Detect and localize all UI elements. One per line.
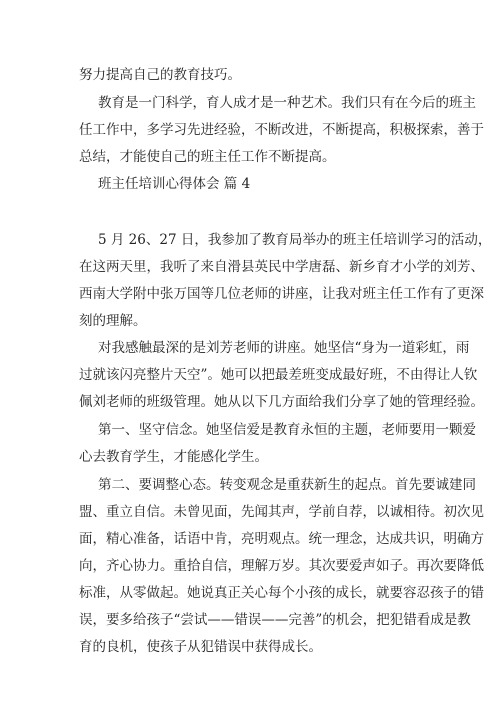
text-line: 育的良机，使孩子从犯错误中获得成长。 bbox=[79, 639, 322, 655]
text-line: 任工作中，多学习先进经验，不断改进，不断提高，积极探索，善于 bbox=[79, 122, 484, 138]
text-line: 西南大学附中张万国等几位老师的讲座，让我对班主任工作有了更深 bbox=[79, 286, 484, 302]
text-line: 面，精心准备，话语中肯，亮明观点。统一理念，达成共识，明确方 bbox=[79, 531, 484, 547]
text-line: 佩刘老师的班级管理。她从以下几方面给我们分享了她的管理经验。 bbox=[79, 394, 484, 410]
text-line: 向，齐心协力。重拾自信，理解万岁。其次要爱声如子。再次要降低 bbox=[79, 558, 484, 574]
text-line: 过就该闪亮整片天空”。她可以把最差班变成最好班，不由得让人钦 bbox=[79, 367, 478, 383]
text-line: 努力提高自己的教育技巧。 bbox=[79, 67, 241, 83]
text-line: 第二、要调整心态。转变观念是重获新生的起点。首先要诚建同 bbox=[98, 477, 476, 493]
text-line: 总结，才能使自己的班主任工作不断提高。 bbox=[79, 149, 336, 165]
text-line: 在这两天里，我听了来自滑县英民中学唐磊、新乡育才小学的刘芳、 bbox=[79, 259, 484, 275]
text-line: 对我感触最深的是刘芳老师的讲座。她坚信“身为一道彩虹，雨 bbox=[98, 340, 470, 356]
text-line: 教育是一门科学，育人成才是一种艺术。我们只有在今后的班主 bbox=[98, 95, 476, 111]
text-line: 心去教育学生，才能感化学生。 bbox=[79, 449, 268, 465]
text-line: 5 月 26、27 日，我参加了教育局举办的班主任培训学习的活动， bbox=[98, 232, 492, 248]
text-line: 盟、重立自信。未曾见面，先闻其声，学前自荐，以诚相待。初次见 bbox=[79, 504, 484, 520]
text-line: 标准，从零做起。她说真正关心每个小孩的成长，就要容忍孩子的错 bbox=[79, 585, 484, 601]
text-line: 误，要多给孩子“尝试——错误——完善”的机会，把犯错看成是教 bbox=[79, 612, 471, 628]
section-heading: 班主任培训心得体会 篇 4 bbox=[98, 176, 251, 192]
text-line: 第一、坚守信念。她坚信爱是教育永恒的主题，老师要用一颗爱 bbox=[98, 422, 476, 438]
text-line: 刻的理解。 bbox=[79, 313, 147, 329]
